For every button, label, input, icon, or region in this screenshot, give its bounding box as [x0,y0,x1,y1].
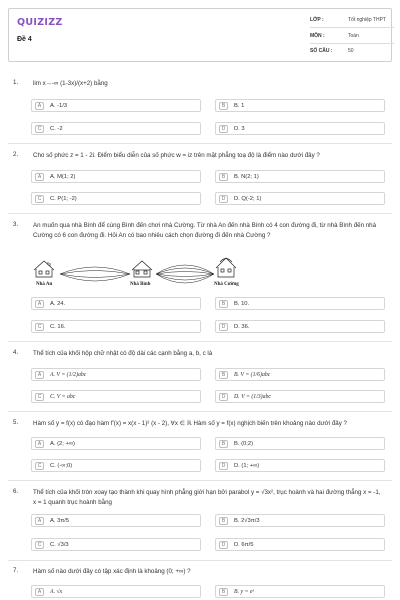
option-c[interactable]: C C. V = abc [31,390,201,403]
option-b[interactable]: B B. 1 [215,99,385,112]
meta-key: MÔN : [310,33,325,39]
option-c[interactable]: C C. -2 [31,122,201,135]
house-binh-icon [132,261,152,277]
house-label: Nhà Bình [130,282,151,287]
house-cuong-icon [216,258,236,277]
question-number: 2. [13,151,19,158]
option-b[interactable]: B B. 10. [215,297,385,310]
divider [8,341,392,342]
option-b[interactable]: B B. N(2; 1) [215,170,385,183]
question-number: 1. [13,79,19,86]
option-c[interactable]: C C. (-∞;0) [31,459,201,472]
divider [8,213,392,214]
option-b[interactable]: B B. y = eˣ [215,585,385,598]
option-c[interactable]: C C. √3/3 [31,538,201,551]
divider [8,480,392,481]
quizizz-logo: QUIZIZZ [17,17,63,28]
meta-value: Toán [348,33,359,39]
question-number: 7. [13,567,19,574]
question-text: Cho số phức z = 1 - 2i. Điểm biểu diễn của số phức w = iz trên mặt phẳng toạ độ là điểm nào dưới đây ? [33,152,320,159]
house-label: Nhà An [36,282,53,287]
option-a[interactable]: A A. 3π/5 [31,514,201,527]
meta-value: Tốt nghiệp THPT [348,17,386,23]
question-text: Thể tích của khối hộp chữ nhật có độ dài các cạnh bằng a, b, c là [33,350,213,357]
option-b[interactable]: B B. 2√3π/3 [215,514,385,527]
meta-value: 50 [348,48,354,54]
question-text: Thể tích của khối tròn xoay tạo thành khi quay hình phẳng giới hạn bởi parabol y = √3x², trục hoành và hai đường thẳng x = -1, x = 1 quanh trục hoành bằng [33,489,381,506]
question-text: lim x→-∞ (1-3x)/(x+2) bằng [33,80,108,87]
option-d[interactable]: D D. 36. [215,320,385,333]
option-d[interactable]: D D. 3 [215,122,385,135]
divider [8,411,392,412]
quiz-header [8,8,392,62]
option-a[interactable]: A A. M(1; 2) [31,170,201,183]
option-b[interactable]: B B. (0;2) [215,437,385,450]
question-text: Hàm số y = f(x) có đạo hàm f'(x) = x(x - 1)² (x - 2), ∀x ∈ ℝ Hàm số y = f(x) nghịch biến trên khoảng nào dưới đây ? [33,420,347,427]
question-number: 4. [13,349,19,356]
question-number: 6. [13,488,19,495]
option-d[interactable]: D D. 6π/5 [215,538,385,551]
option-b[interactable]: B B. V = (1/6)abc [215,368,385,381]
divider [8,560,392,561]
page-title: Đề 4 [17,36,32,43]
option-d[interactable]: D D. Q(-2; 1) [215,192,385,205]
roads-binh-cuong [156,265,214,283]
option-a[interactable]: A A. 24. [31,297,201,310]
divider [310,27,394,28]
question-number: 3. [13,221,19,228]
question-number: 5. [13,419,19,426]
option-a[interactable]: A A. V = (1/2)abc [31,368,201,381]
roads-an-binh [60,267,130,281]
divider [310,43,394,44]
option-d[interactable]: D D. (1; +∞) [215,459,385,472]
meta-key: LỚP : [310,17,324,23]
house-an-icon [34,261,54,277]
option-c[interactable]: C C. 16. [31,320,201,333]
option-c[interactable]: C C. P(1; -2) [31,192,201,205]
roads-diagram [22,250,262,290]
meta-key: SỐ CÂU : [310,48,333,54]
option-d[interactable]: D D. V = (1/3)abc [215,390,385,403]
option-a[interactable]: A A. -1/3 [31,99,201,112]
divider [8,143,392,144]
option-a[interactable]: A A. √x [31,585,201,598]
question-text: An muốn qua nhà Bình để cùng Bình đến chơi nhà Cường. Từ nhà An đến nhà Bình có 4 con đường đi, từ nhà Bình đến nhà Cường có 6 con đường đi. Hỏi An có bao nhiêu cách chọn đường đi đến nhà Cường ? [33,222,377,239]
question-text: Hàm số nào dưới đây có tập xác định là khoảng (0; +∞) ? [33,568,191,575]
house-label: Nhà Cường [214,282,239,287]
option-a[interactable]: A A. (2; +∞) [31,437,201,450]
